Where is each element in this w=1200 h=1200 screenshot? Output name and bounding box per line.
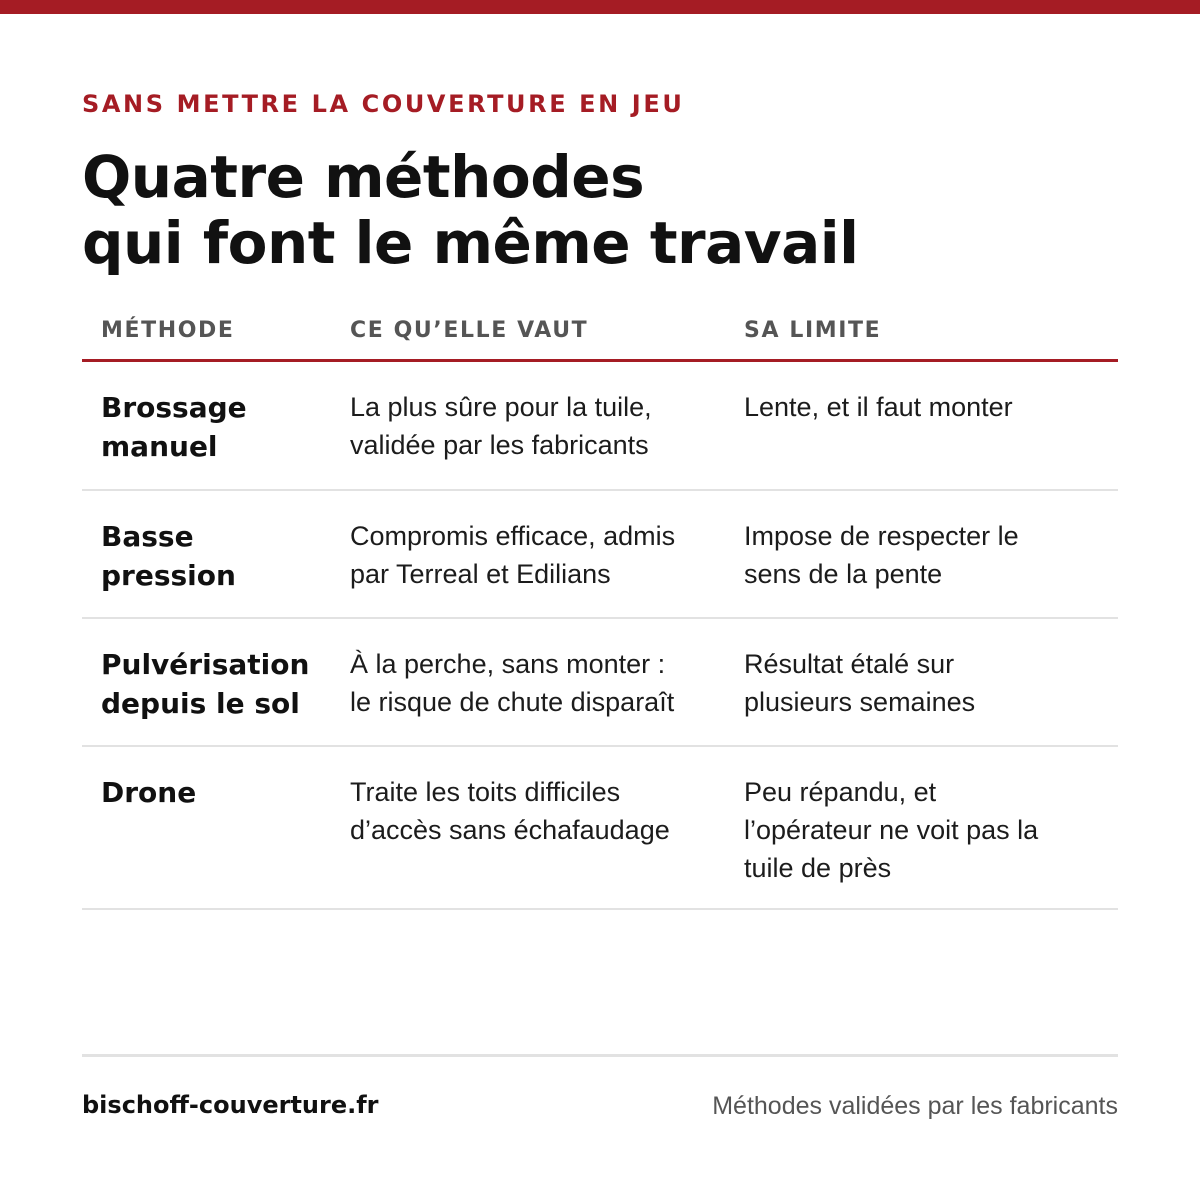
value-cell: À la perche, sans monter : le risque de chute disparaît <box>350 649 675 717</box>
value-cell: Traite les toits difficiles d’accès sans échafaudage <box>350 777 670 845</box>
title-line-1: Quatre méthodes <box>82 143 645 211</box>
limit-cell: Résultat étalé sur plusieurs semaines <box>744 649 976 717</box>
kicker: SANS METTRE LA COUVERTURE EN JEU <box>82 90 685 118</box>
value-cell: Compromis efficace, admis par Terreal et Edilians <box>350 521 676 589</box>
header-limit: SA LIMITE <box>744 318 882 343</box>
table-header <box>82 300 1118 362</box>
methods-table <box>82 300 1118 910</box>
method-cell: Basse pression <box>101 520 236 592</box>
limit-cell: Peu répandu, et l’opérateur ne voit pas la tuile de près <box>744 777 1039 883</box>
header-value: CE QU’ELLE VAUT <box>350 318 589 343</box>
limit-cell: Impose de respecter le sens de la pente <box>744 521 1019 589</box>
footer-site: bischoff-couverture.fr <box>82 1091 379 1119</box>
footer-note: Méthodes validées par les fabricants <box>712 1092 1118 1120</box>
table-row <box>82 491 1118 619</box>
table-row <box>82 362 1118 491</box>
page-title <box>82 144 1122 276</box>
header-method: MÉTHODE <box>101 318 235 343</box>
title-line-2: qui font le même travail <box>82 209 859 277</box>
method-cell: Drone <box>101 776 197 809</box>
value-cell: La plus sûre pour la tuile, validée par les fabricants <box>350 392 652 460</box>
table-row <box>82 747 1118 910</box>
top-accent-bar <box>0 0 1200 14</box>
footer-divider <box>82 1054 1118 1057</box>
method-cell: Brossage manuel <box>101 391 247 463</box>
table-row <box>82 619 1118 747</box>
method-cell: Pulvérisation depuis le sol <box>101 648 310 720</box>
limit-cell: Lente, et il faut monter <box>744 392 1013 422</box>
